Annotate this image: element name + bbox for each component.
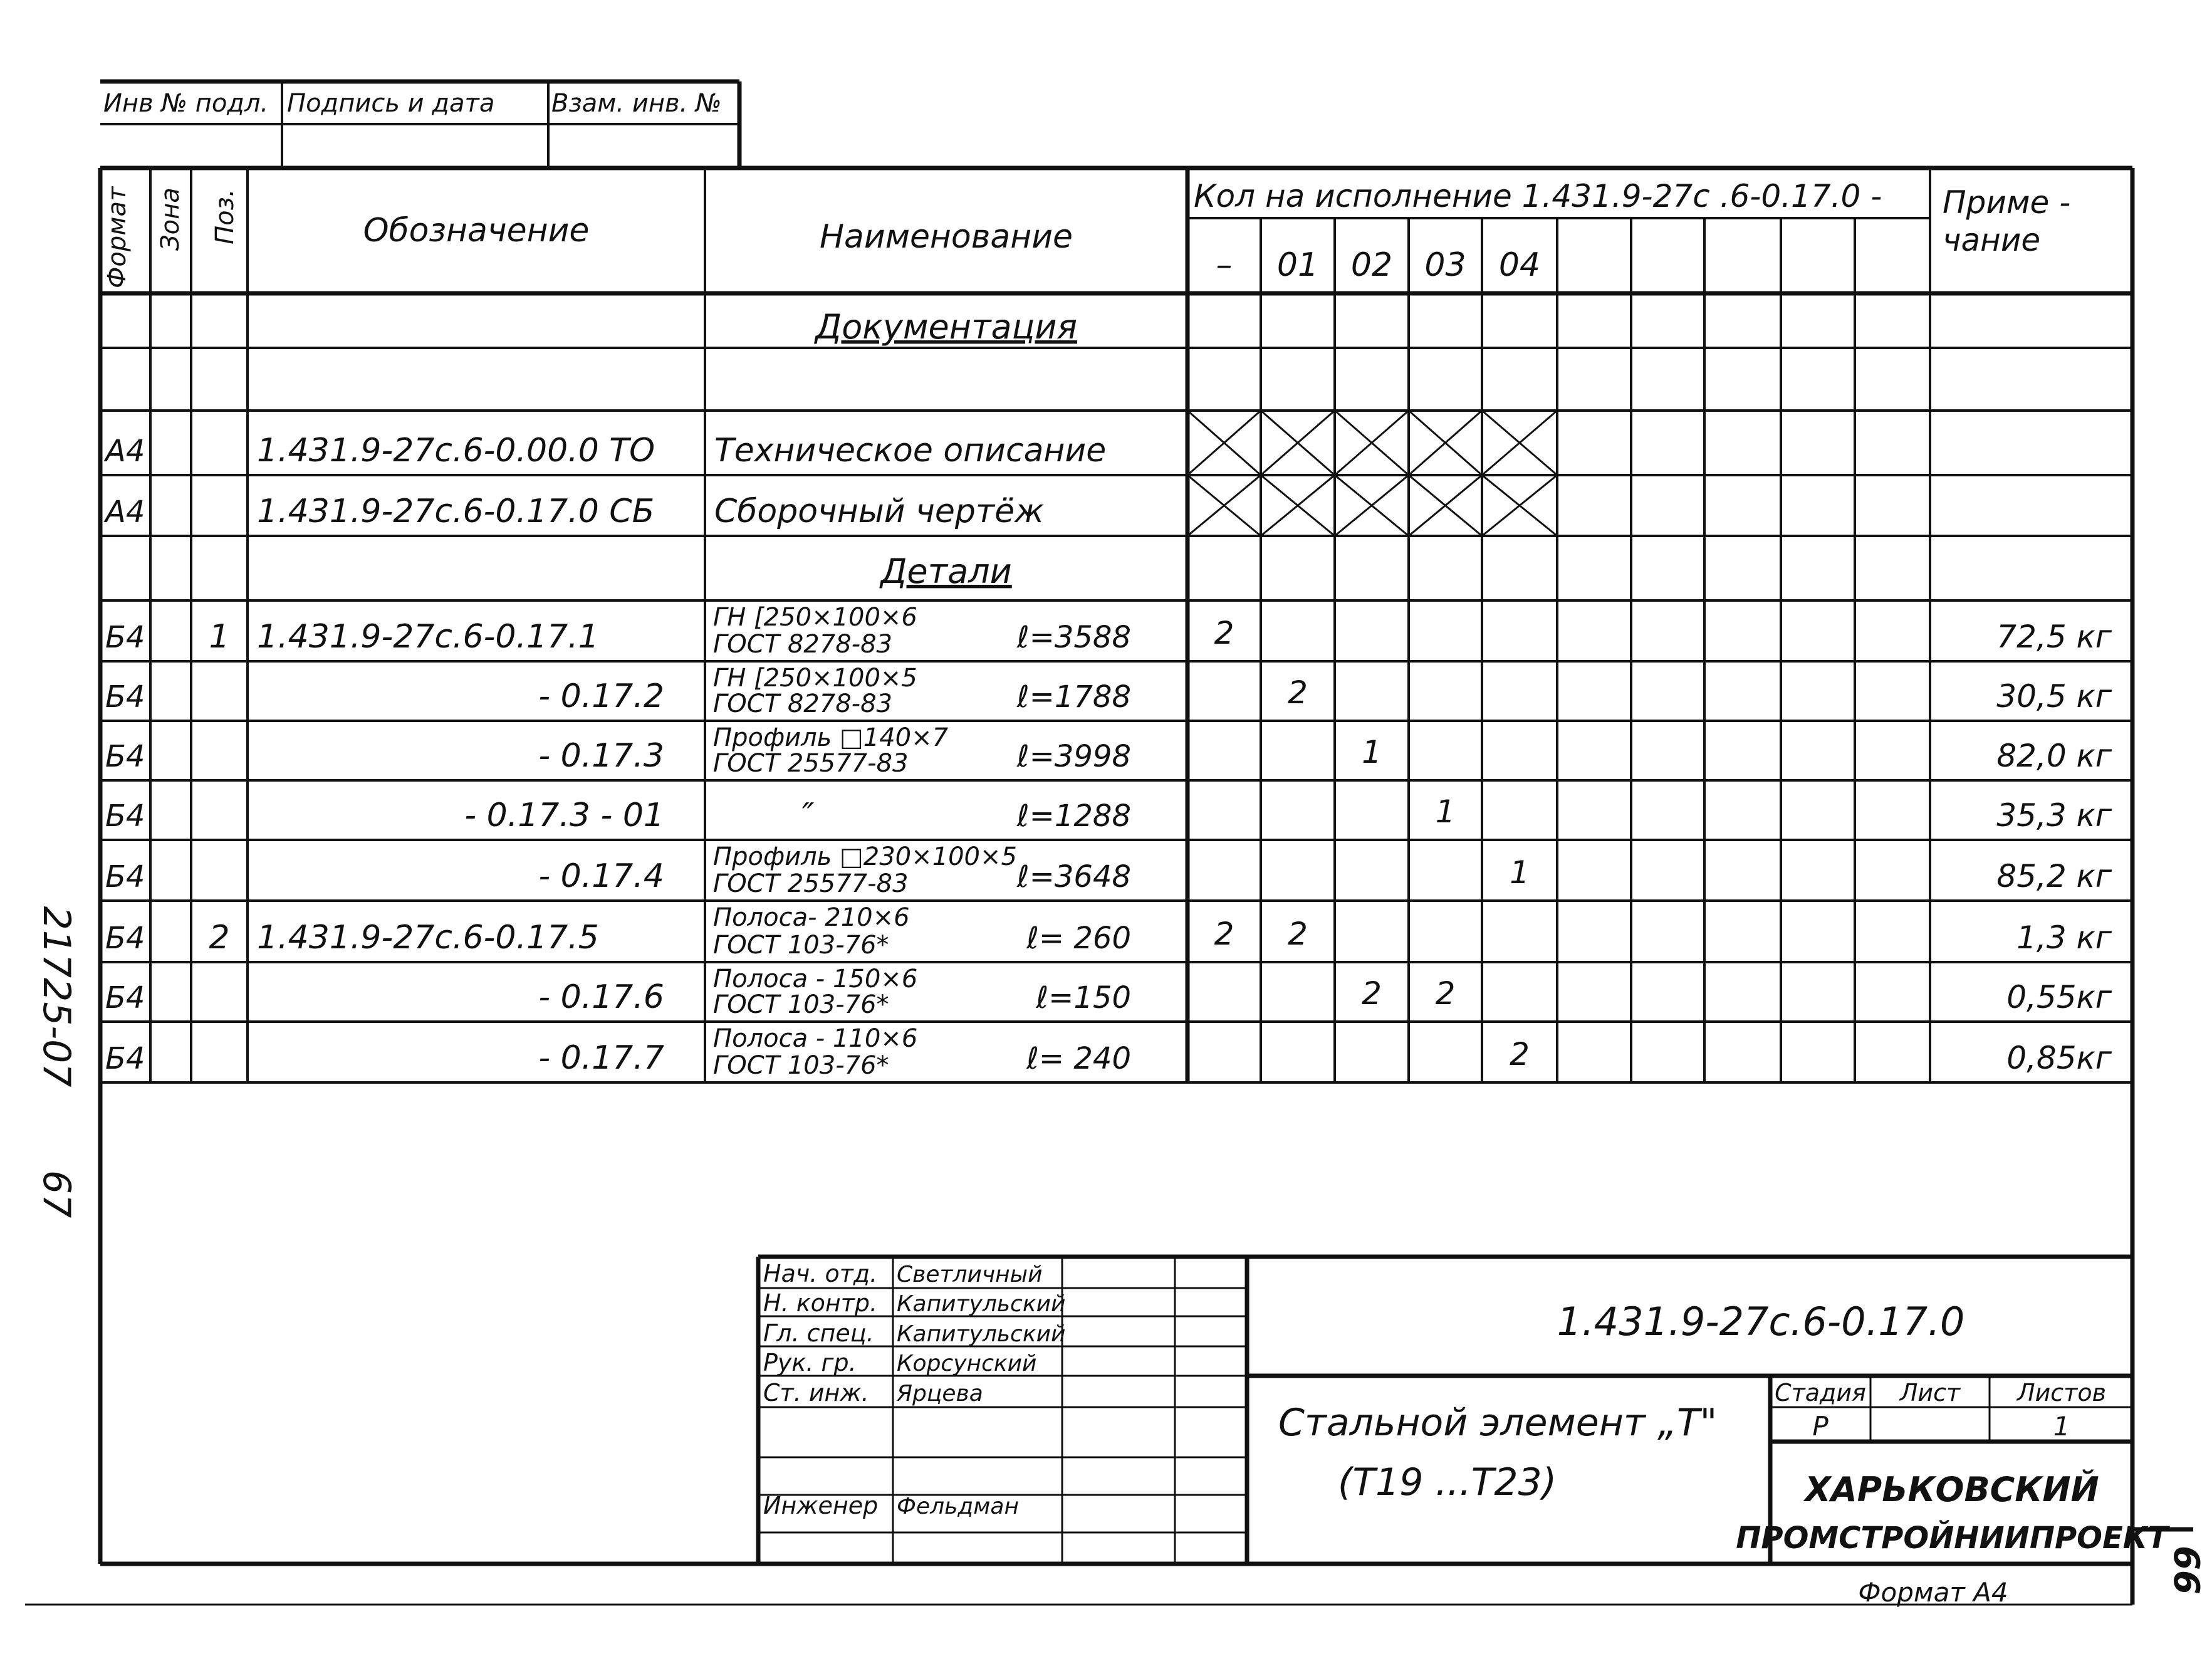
- stamp-sheet-label: Лист: [1899, 1379, 1961, 1407]
- detail-length: ℓ=1788: [1016, 679, 1131, 715]
- stamp-role: Ст. инж.: [763, 1379, 869, 1407]
- detail-note: 0,85кг: [2006, 1040, 2112, 1076]
- detail-qty: 2: [1362, 975, 1382, 1012]
- stamp-role: Нач. отд.: [763, 1260, 878, 1287]
- detail-length: ℓ=3648: [1016, 859, 1131, 894]
- doc-designation: 1.431.9-27с.6-0.00.0 ТО: [257, 432, 655, 469]
- detail-note: 72,5 кг: [1996, 619, 2112, 655]
- stamp-title-line1: Стальной элемент „Т": [1278, 1401, 1718, 1445]
- detail-name-line1: ″: [802, 797, 815, 834]
- stamp-name: Светличный: [897, 1262, 1043, 1287]
- detail-note: 35,3 кг: [1996, 797, 2112, 834]
- stamp-name: Ярцева: [897, 1381, 983, 1407]
- detail-length: ℓ= 240: [1026, 1041, 1131, 1076]
- header-variant: –: [1216, 246, 1233, 284]
- table-grid: [25, 81, 2193, 1605]
- stamp-role: Рук. гр.: [763, 1349, 857, 1376]
- header-variant: 03: [1424, 246, 1466, 284]
- detail-name-line1: Профиль □230×100×5: [713, 842, 1017, 871]
- detail-name-line2: ГОСТ 103-76*: [713, 931, 889, 960]
- header-variant: 01: [1276, 246, 1319, 284]
- detail-format: Б4: [105, 859, 145, 894]
- detail-designation: 1.431.9-27с.6-0.17.1: [257, 618, 599, 656]
- stamp-sheets-label: Листов: [2017, 1379, 2106, 1407]
- detail-format: Б4: [105, 980, 145, 1015]
- detail-designation: 1.431.9-27с.6-0.17.5: [257, 919, 599, 956]
- detail-designation: - 0.17.6: [538, 978, 664, 1016]
- detail-format: Б4: [105, 739, 145, 774]
- table-text: [34, 89, 2206, 1608]
- detail-qty: 2: [1214, 615, 1234, 651]
- detail-note: 30,5 кг: [1996, 678, 2112, 715]
- page-number: 66: [2166, 1546, 2206, 1595]
- doc-name: Сборочный чертёж: [714, 493, 1044, 530]
- detail-qty: 2: [1435, 975, 1456, 1012]
- header-format: Формат: [103, 186, 132, 288]
- stamp-title-line2: (Т19 ...Т23): [1338, 1460, 1557, 1504]
- header-designation: Обозначение: [363, 212, 590, 249]
- stamp-vzam: Взам. инв. №: [551, 89, 722, 118]
- stamp-role: Инженер: [763, 1492, 879, 1519]
- detail-name-line1: Полоса- 210×6: [713, 903, 910, 932]
- doc-designation: 1.431.9-27с.6-0.17.0 СБ: [257, 493, 655, 530]
- stamp-signature-date: Подпись и дата: [287, 89, 495, 118]
- detail-name-line1: Полоса - 110×6: [713, 1024, 918, 1053]
- stamp-stage-label: Стадия: [1775, 1379, 1866, 1407]
- detail-name-line1: Полоса - 150×6: [713, 965, 918, 993]
- detail-note: 85,2 кг: [1996, 858, 2112, 894]
- detail-name-line1: ГН [250×100×6: [713, 603, 917, 632]
- stamp-inv-podl: Инв № подл.: [103, 89, 269, 118]
- stamp-org-line1: ХАРЬКОВСКИЙ: [1805, 1470, 2099, 1509]
- detail-qty: 1: [1435, 794, 1456, 830]
- doc-format: А4: [105, 495, 145, 530]
- detail-name-line2: ГОСТ 8278-83: [713, 689, 892, 718]
- detail-qty: 2: [1288, 916, 1308, 952]
- detail-qty: 2: [1510, 1036, 1530, 1072]
- detail-position: 2: [209, 919, 230, 956]
- detail-name-line1: Профиль □140×7: [713, 723, 949, 752]
- side-archive-number: 21725-07: [34, 906, 78, 1087]
- header-qty-per-variant: Кол на исполнение 1.431.9-27с .6-0.17.0 -: [1194, 178, 1882, 214]
- stamp-drawing-code: 1.431.9-27с.6-0.17.0: [1557, 1299, 1965, 1344]
- detail-name-line2: ГОСТ 25577-83: [713, 749, 909, 778]
- detail-name-line1: ГН [250×100×5: [713, 664, 917, 693]
- side-page-number: 67: [34, 1170, 78, 1218]
- detail-format: Б4: [105, 799, 145, 834]
- detail-length: ℓ=1288: [1016, 799, 1131, 834]
- header-variant: 02: [1350, 246, 1393, 284]
- header-note-1: Приме -: [1943, 184, 2071, 221]
- detail-designation: - 0.17.4: [538, 857, 664, 895]
- stamp-sheets-value: 1: [2053, 1411, 2070, 1442]
- header-note-2: чание: [1943, 222, 2041, 258]
- stamp-stage-value: Р: [1812, 1411, 1829, 1442]
- detail-format: Б4: [105, 620, 145, 655]
- detail-note: 82,0 кг: [1996, 738, 2112, 774]
- detail-length: ℓ=3588: [1016, 620, 1131, 655]
- stamp-name: Корсунский: [897, 1351, 1037, 1376]
- detail-format: Б4: [105, 1041, 145, 1076]
- detail-designation: - 0.17.2: [538, 678, 664, 715]
- detail-length: ℓ= 260: [1026, 921, 1131, 956]
- detail-format: Б4: [105, 679, 145, 715]
- stamp-name: Фельдман: [897, 1494, 1020, 1519]
- header-zona: Зона: [156, 187, 185, 251]
- doc-name: Техническое описание: [714, 432, 1107, 469]
- detail-length: ℓ=3998: [1016, 739, 1131, 774]
- detail-designation: - 0.17.7: [538, 1039, 664, 1077]
- stamp-role: Н. контр.: [763, 1289, 878, 1317]
- doc-format: А4: [105, 434, 145, 469]
- detail-length: ℓ=150: [1036, 980, 1131, 1015]
- section-details: Детали: [880, 552, 1012, 591]
- detail-position: 1: [209, 618, 230, 656]
- header-variant: 04: [1498, 246, 1541, 284]
- stamp-name: Капитульский: [897, 1321, 1066, 1347]
- detail-qty: 2: [1288, 674, 1308, 711]
- detail-name-line2: ГОСТ 25577-83: [713, 869, 909, 898]
- detail-qty: 2: [1214, 916, 1234, 952]
- detail-note: 1,3 кг: [2016, 919, 2112, 956]
- detail-qty: 1: [1362, 734, 1382, 770]
- stamp-org-line2: ПРОМСТРОЙНИИПРОЕКТ: [1736, 1521, 2168, 1556]
- detail-designation: - 0.17.3: [538, 737, 664, 775]
- detail-qty: 1: [1510, 854, 1530, 891]
- section-documentation: Документация: [815, 307, 1077, 347]
- detail-designation: - 0.17.3 - 01: [464, 797, 664, 834]
- detail-format: Б4: [105, 921, 145, 956]
- detail-name-line2: ГОСТ 103-76*: [713, 990, 889, 1019]
- detail-note: 0,55кг: [2006, 979, 2112, 1015]
- header-name: Наименование: [819, 218, 1073, 256]
- detail-name-line2: ГОСТ 103-76*: [713, 1051, 889, 1080]
- detail-name-line2: ГОСТ 8278-83: [713, 630, 892, 659]
- stamp-name: Капитульский: [897, 1291, 1066, 1317]
- header-poz: Поз.: [211, 189, 239, 244]
- sheet-format-label: Формат А4: [1858, 1577, 2008, 1608]
- stamp-role: Гл. спец.: [763, 1319, 874, 1347]
